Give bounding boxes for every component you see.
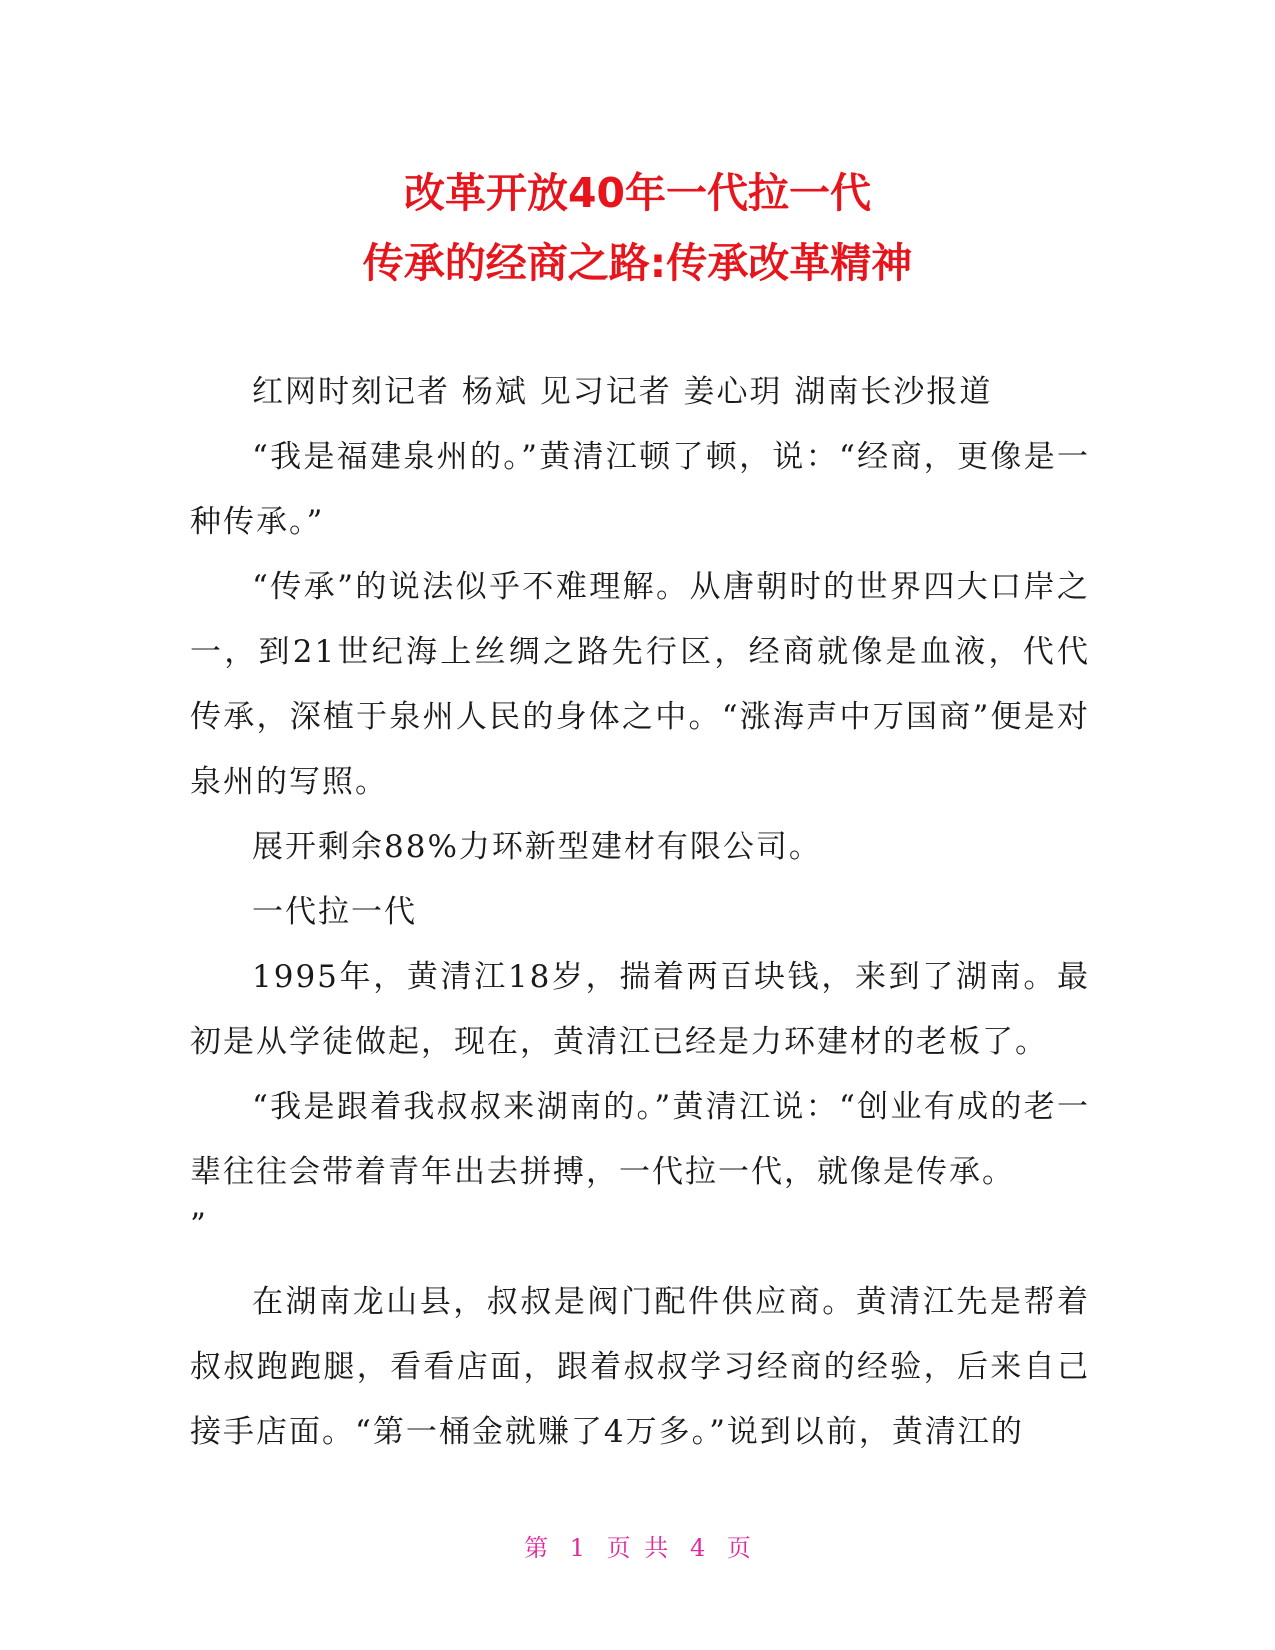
footer-page-current: 1: [569, 1534, 586, 1562]
body-paragraph: 在湖南龙山县，叔叔是阀门配件供应商。黄清江先是帮着叔叔跑跑腿，看看店面，跟着叔叔学习经商的经验，后来自己接手店面。“第一桶金就赚了4万多。”说到以前，黄清江的: [190, 1284, 1090, 1450]
footer-page-prefix: 第: [524, 1534, 549, 1562]
document-title-line-2: 传承的经商之路:传承改革精神: [362, 239, 913, 287]
body-paragraph: 1995年，黄清江18岁，揣着两百块钱，来到了湖南。最初是从学徒做起，现在，黄清江已经是力环建材的老板了。: [190, 959, 1090, 1060]
body-paragraph: “传承”的说法似乎不难理解。从唐朝时的世界四大口岸之一，到21世纪海上丝绸之路先行区，经商就像是血液，代代传承，深植于泉州人民的身体之中。“涨海声中万国商”便是对泉州的写照。: [190, 569, 1090, 800]
section-heading: 一代拉一代: [252, 894, 417, 930]
byline-paragraph: 红网时刻记者 杨斌 见习记者 姜心玥 湖南长沙报道: [252, 374, 993, 410]
body-paragraph: 展开剩余88%力环新型建材有限公司。: [252, 829, 822, 865]
page-footer: [0, 1528, 1275, 1563]
closing-quote-mark: ”: [190, 1207, 208, 1243]
footer-page-total: 4: [689, 1534, 706, 1562]
footer-page-middle: 页 共: [606, 1534, 669, 1562]
body-paragraph: “我是福建泉州的。”黄清江顿了顿，说：“经商，更像是一种传承。”: [190, 439, 1090, 540]
footer-page-suffix: 页: [726, 1534, 751, 1562]
article-body: [190, 360, 1090, 1465]
document-title-line-1: 改革开放40年一代拉一代: [403, 169, 872, 217]
body-paragraph: “我是跟着我叔叔来湖南的。”黄清江说：“创业有成的老一辈往往会带着青年出去拼搏，一代拉一代，就像是传承。: [190, 1089, 1090, 1190]
